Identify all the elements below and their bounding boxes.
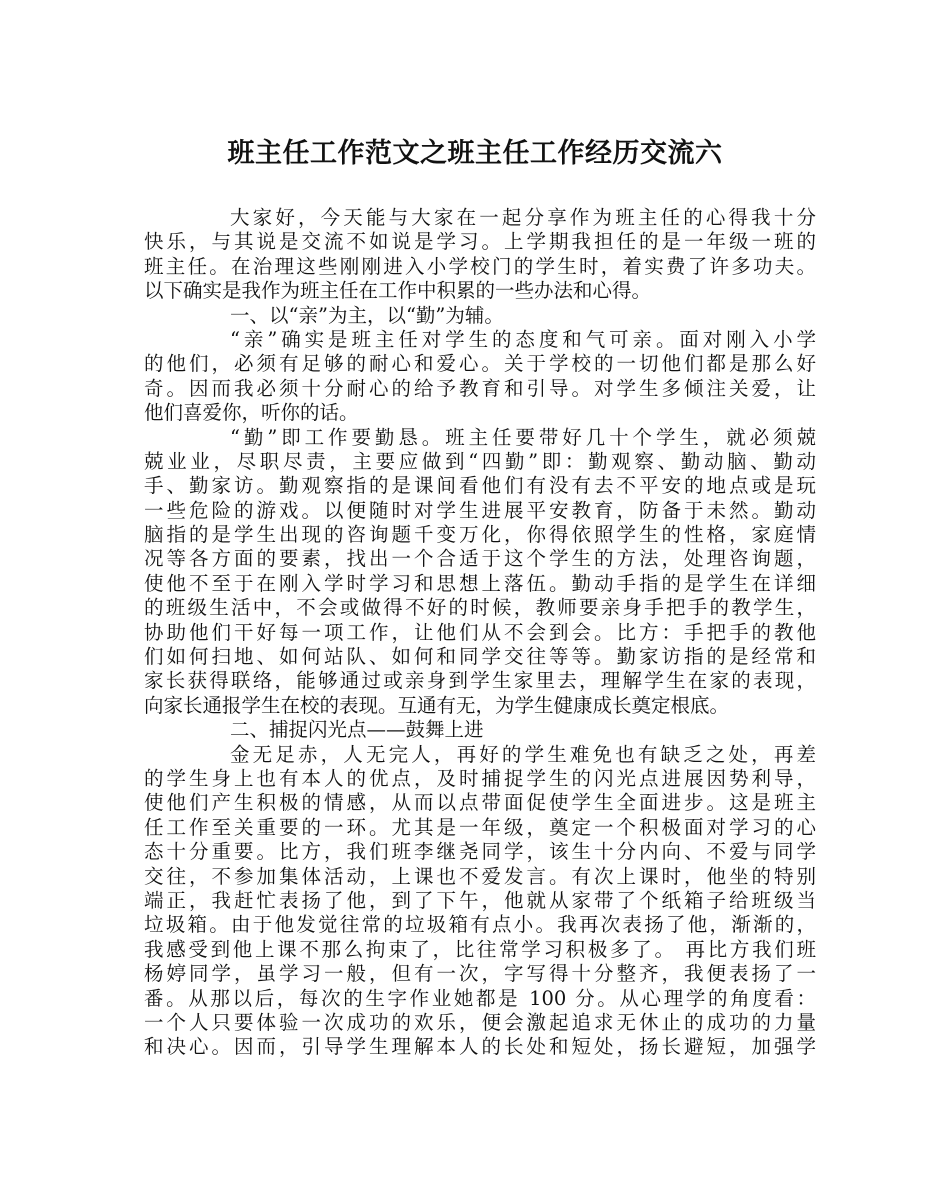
body-text-line: 协助他们干好每一项工作，让他们从不会到会。比方：手把手的教他: [144, 620, 816, 644]
body-text-line: “勤”即工作要勤恳。班主任要带好几十个学生，就必须兢: [230, 425, 816, 449]
body-text-line: 兢业业，尽职尽责，主要应做到“四勤”即：勤观察、勤动脑、勤动: [144, 449, 816, 473]
body-text-line: 班主任。在治理这些刚刚进入小学校门的学生时，着实费了许多功夫。: [144, 254, 816, 278]
body-text-line: 家长获得联络，能够通过或亲身到学生家里去，理解学生在家的表现，: [144, 669, 816, 693]
body-text-line: 交往，不参加集体活动，上课也不爱发言。有次上课时，他坐的特别: [144, 864, 816, 888]
body-text-line: 的学生身上也有本人的优点，及时捕捉学生的闪光点进展因势利导，: [144, 766, 816, 790]
body-text-line: 的他们，必须有足够的耐心和爱心。关于学校的一切他们都是那么好: [144, 352, 816, 376]
body-text-line: 垃圾箱。由于他发觉往常的垃圾箱有点小。我再次表扬了他，渐渐的，: [144, 913, 816, 937]
body-text-line: 手、勤家访。勤观察指的是课间看他们有没有去不平安的地点或是玩: [144, 474, 816, 498]
body-text-line: “亲”确实是班主任对学生的态度和气可亲。面对刚入小学: [230, 327, 816, 351]
body-text-line: 脑指的是学生出现的咨询题千变万化，你得依照学生的性格，家庭情: [144, 523, 816, 547]
body-text-line: 使他们产生积极的情感，从而以点带面促使学生全面进步。这是班主: [144, 791, 816, 815]
body-text-line: 况等各方面的要素，找出一个合适于这个学生的方法，处理咨询题，: [144, 547, 816, 571]
document-body: [144, 206, 816, 1060]
body-text-line: 们如何扫地、如何站队、如何和同学交往等等。勤家访指的是经常和: [144, 645, 816, 669]
body-text-line: 金无足赤，人无完人，再好的学生难免也有缺乏之处，再差: [230, 742, 816, 766]
body-text-line: 二、捕捉闪光点——鼓舞上进: [230, 718, 484, 742]
body-text-line: 向家长通报学生在校的表现。互通有无，为学生健康成长奠定根底。: [144, 693, 730, 717]
body-text-line: 任工作至关重要的一环。尤其是一年级，奠定一个积极面对学习的心: [144, 815, 816, 839]
body-text-line: 的班级生活中，不会或做得不好的时候，教师要亲身手把手的教学生，: [144, 596, 816, 620]
body-text-line: 态十分重要。比方，我们班李继尧同学，该生十分内向、不爱与同学: [144, 840, 816, 864]
body-text-line: 一、以“亲”为主，以“勤”为辅。: [230, 303, 504, 327]
document-title: 班主任工作范文之班主任工作经历交流六: [227, 138, 723, 169]
body-text-line: 大家好，今天能与大家在一起分享作为班主任的心得我十分: [230, 206, 816, 229]
body-text-line: 快乐，与其说是交流不如说是学习。上学期我担任的是一年级一班的: [144, 230, 816, 254]
body-text-line: 我感受到他上课不那么拘束了，比往常学习积极多了。 再比方我们班: [144, 937, 816, 961]
body-text-line: 番。从那以后，每次的生字作业她都是 100 分。从心理学的角度看：: [144, 986, 816, 1010]
body-text-line: 奇。因而我必须十分耐心的给予教育和引导。对学生多倾注关爱，让: [144, 376, 816, 400]
body-text-line: 杨婷同学，虽学习一般，但有一次，字写得十分整齐，我便表扬了一: [144, 962, 816, 986]
body-text-line: 一个人只要体验一次成功的欢乐，便会激起追求无休止的成功的力量: [144, 1010, 816, 1034]
body-text-line: 他们喜爱你，听你的话。: [144, 401, 359, 425]
body-text-line: 和决心。因而，引导学生理解本人的长处和短处，扬长避短，加强学: [144, 1035, 816, 1059]
body-text-line: 以下确实是我作为班主任在工作中积累的一些办法和心得。: [144, 279, 652, 303]
body-text-line: 一些危险的游戏。以便随时对学生进展平安教育，防备于未然。勤动: [144, 498, 816, 522]
body-text-line: 使他不至于在刚入学时学习和思想上落伍。勤动手指的是学生在详细: [144, 571, 816, 595]
body-text-line: 端正，我赶忙表扬了他，到了下午，他就从家带了个纸箱子给班级当: [144, 888, 816, 912]
